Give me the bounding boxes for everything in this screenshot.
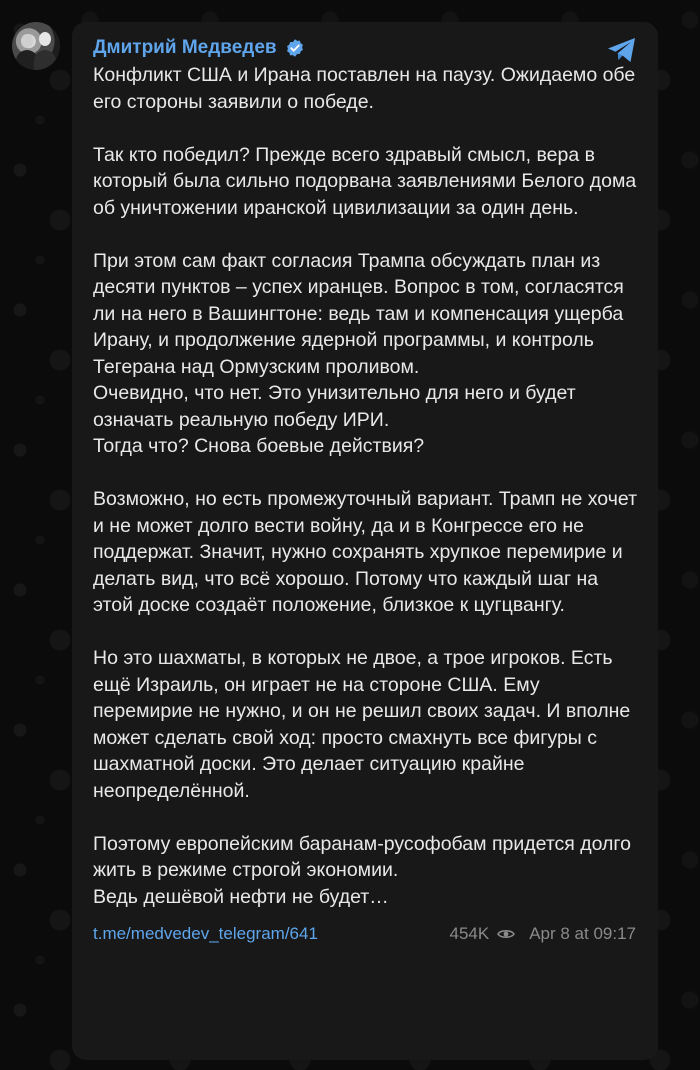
- paragraph-1: [93, 62, 640, 115]
- paragraph-3: [93, 248, 640, 460]
- channel-avatar[interactable]: [12, 22, 60, 70]
- post-link[interactable]: t.me/medvedev_telegram/641: [93, 924, 318, 943]
- line: Поэтому европейским баранам-русофобам придется долго жить в режиме строгой экономии.: [93, 832, 631, 881]
- paragraph-4: [93, 486, 640, 619]
- paragraph-6: [93, 831, 640, 911]
- avatar-head-left: [21, 34, 33, 48]
- paragraph-2: [93, 142, 640, 222]
- post-date: Apr 8 at 09:17: [529, 924, 636, 943]
- line: Ведь дешёвой нефти не будет…: [93, 885, 389, 908]
- message-footer: [93, 924, 640, 944]
- line: При этом сам факт согласия Трампа обсуждать план из десяти пунктов – успех иранцев. Вопрос в том, согласятся ли на него в Вашингтоне: ведь там и компенсация ущерба Ирану, и продолжение ядерной программы, и контроль Тегерана над Ормузским проливом.: [93, 249, 624, 378]
- author-name[interactable]: Дмитрий Медведев: [93, 37, 277, 58]
- post-meta: [449, 924, 640, 944]
- paragraph-5: [93, 645, 640, 804]
- line: Но это шахматы, в которых не двое, а трое игроков. Есть ещё Израиль, он играет не на стороне США. Ему перемирие не нужно, и он не решил своих задач. И вполне может сделать свой ход: просто смахнуть все фигуры с шахматной доски. Это делает ситуацию крайне неопределённой.: [93, 647, 631, 802]
- line: Так кто победил? Прежде всего здравый смысл, вера в который была сильно подорвана заявлениями Белого дома об уничтожении иранской цивилизации за один день.: [93, 143, 637, 219]
- line: Конфликт США и Ирана поставлен на паузу. Ожидаемо обе его стороны заявили о победе.: [93, 64, 636, 113]
- message-bubble: [72, 22, 658, 1060]
- eye-icon: [497, 928, 515, 940]
- telegram-icon[interactable]: [606, 36, 638, 64]
- avatar-head-right: [39, 32, 51, 46]
- line: Очевидно, что нет. Это унизительно для него и будет означать реальную победу ИРИ.: [93, 382, 576, 431]
- verified-badge-icon: [285, 38, 305, 58]
- line: Возможно, но есть промежуточный вариант. Трамп не хочет и не может долго вести войну, да и в Конгрессе его не поддержат. Значит, нужно сохранять хрупкое перемирие и делать вид, что всё хорошо. Потому что каждый шаг на этой доске создаёт положение, близкое к цугцвангу.: [93, 488, 638, 616]
- line: Тогда что? Снова боевые действия?: [93, 435, 425, 457]
- message-text: [93, 62, 640, 910]
- message-header: [93, 32, 640, 64]
- avatar-figure-right: [34, 50, 56, 70]
- view-count: 454K: [449, 924, 490, 943]
